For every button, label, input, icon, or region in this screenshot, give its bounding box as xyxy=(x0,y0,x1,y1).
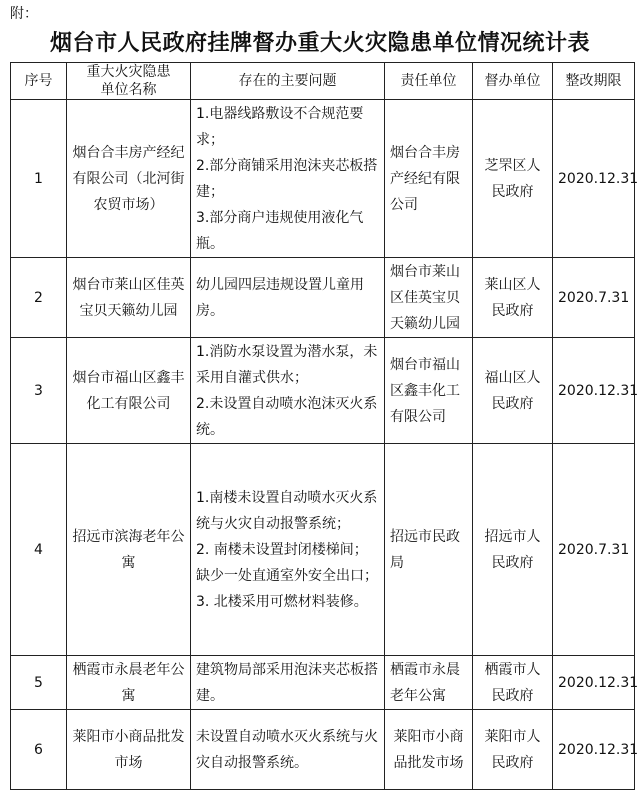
attachment-label: 附： xyxy=(10,6,38,22)
cell-supervisor: 福山区人民政府 xyxy=(473,338,553,444)
header-deadline: 整改期限 xyxy=(553,63,635,100)
cell-responsible: 烟台合丰房产经纪有限公司 xyxy=(385,100,473,258)
table-row xyxy=(11,444,635,656)
problem-item: 2.未设置自动喷水泡沫灭火系统。 xyxy=(196,395,378,438)
problem-item: 2. 南楼未设置封闭楼梯间；缺少一处直通室外安全出口； xyxy=(196,541,378,584)
table-header-row xyxy=(11,63,635,100)
header-seq: 序号 xyxy=(11,63,67,100)
cell-seq: 4 xyxy=(11,444,67,656)
cell-deadline: 2020.7.31 xyxy=(553,444,635,656)
cell-unit-name: 烟台合丰房产经纪有限公司（北河街农贸市场） xyxy=(67,100,191,258)
cell-problems xyxy=(191,258,385,338)
cell-supervisor: 招远市人民政府 xyxy=(473,444,553,656)
table-row xyxy=(11,338,635,444)
cell-responsible: 莱阳市小商品批发市场 xyxy=(385,710,473,790)
problem-item: 3. 北楼采用可燃材料装修。 xyxy=(196,593,368,610)
header-problems: 存在的主要问题 xyxy=(191,63,385,100)
cell-seq: 6 xyxy=(11,710,67,790)
cell-deadline: 2020.7.31 xyxy=(553,258,635,338)
cell-responsible: 招远市民政局 xyxy=(385,444,473,656)
cell-deadline: 2020.12.31 xyxy=(553,710,635,790)
problem-item: 3.部分商户违规使用液化气瓶。 xyxy=(196,209,364,252)
cell-problems xyxy=(191,710,385,790)
cell-seq: 2 xyxy=(11,258,67,338)
cell-problems xyxy=(191,444,385,656)
cell-supervisor: 莱阳市人民政府 xyxy=(473,710,553,790)
cell-deadline: 2020.12.31 xyxy=(553,338,635,444)
cell-seq: 5 xyxy=(11,656,67,710)
cell-responsible: 栖霞市永晨老年公寓 xyxy=(385,656,473,710)
problem-item: 未设置自动喷水灭火系统与火灾自动报警系统。 xyxy=(196,728,378,771)
cell-deadline: 2020.12.31 xyxy=(553,100,635,258)
cell-responsible: 烟台市莱山区佳英宝贝天籁幼儿园 xyxy=(385,258,473,338)
page-title: 烟台市人民政府挂牌督办重大火灾隐患单位情况统计表 xyxy=(49,31,590,56)
cell-seq: 3 xyxy=(11,338,67,444)
cell-problems xyxy=(191,338,385,444)
cell-unit-name: 莱阳市小商品批发市场 xyxy=(67,710,191,790)
table-row xyxy=(11,656,635,710)
cell-problems xyxy=(191,656,385,710)
cell-seq: 1 xyxy=(11,100,67,258)
problem-item: 1.消防水泵设置为潜水泵，未采用自灌式供水； xyxy=(196,343,378,386)
cell-unit-name: 烟台市福山区鑫丰化工有限公司 xyxy=(67,338,191,444)
header-unit-name: 重大火灾隐患 单位名称 xyxy=(67,63,191,100)
table-row xyxy=(11,100,635,258)
problem-item: 建筑物局部采用泡沫夹芯板搭建。 xyxy=(196,661,378,704)
cell-unit-name: 烟台市莱山区佳英宝贝天籁幼儿园 xyxy=(67,258,191,338)
header-supervisor: 督办单位 xyxy=(473,63,553,100)
cell-supervisor: 栖霞市人民政府 xyxy=(473,656,553,710)
cell-supervisor: 芝罘区人民政府 xyxy=(473,100,553,258)
hazard-table xyxy=(10,62,639,790)
table-row xyxy=(11,258,635,338)
cell-unit-name: 招远市滨海老年公寓 xyxy=(67,444,191,656)
problem-item: 2.部分商铺采用泡沫夹芯板搭建； xyxy=(196,157,378,200)
problem-item: 1.电器线路敷设不合规范要求； xyxy=(196,105,364,148)
cell-deadline: 2020.12.31 xyxy=(553,656,635,710)
problem-item: 1.南楼未设置自动喷水灭火系统与火灾自动报警系统； xyxy=(196,489,378,532)
cell-responsible: 烟台市福山区鑫丰化工有限公司 xyxy=(385,338,473,444)
cell-supervisor: 莱山区人民政府 xyxy=(473,258,553,338)
problem-item: 幼儿园四层违规设置儿童用房。 xyxy=(196,276,364,319)
cell-problems xyxy=(191,100,385,258)
table-row xyxy=(11,710,635,790)
cell-unit-name: 栖霞市永晨老年公寓 xyxy=(67,656,191,710)
header-responsible: 责任单位 xyxy=(385,63,473,100)
